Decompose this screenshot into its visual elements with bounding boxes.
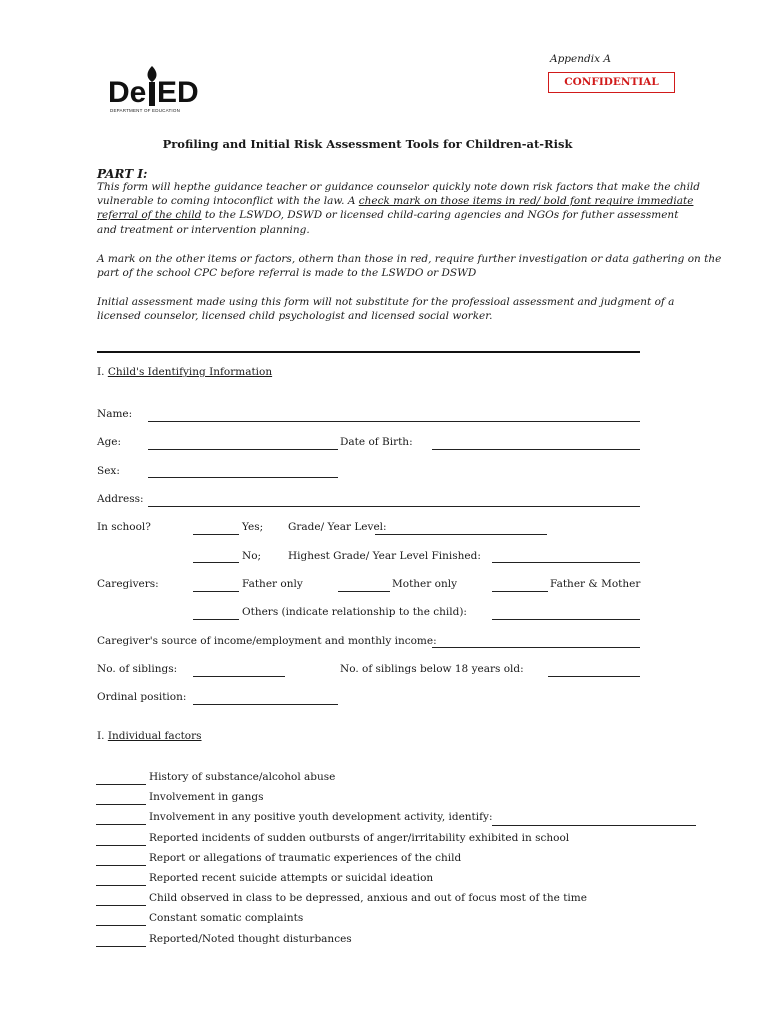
name-label: Name:: [97, 408, 133, 420]
mother-only-label: Mother only: [392, 578, 457, 590]
factor-label: Reported recent suicide attempts or suicidal ideation: [149, 872, 434, 884]
siblings-label: No. of siblings:: [97, 663, 178, 675]
sex-field[interactable]: [148, 477, 338, 478]
in-school-label: In school?: [97, 521, 151, 533]
logo-subtext: DEPARTMENT OF EDUCATION: [110, 108, 181, 113]
section2-title: Individual factors: [107, 730, 202, 742]
in-school-yes-check[interactable]: [193, 534, 239, 535]
youth-activity-field[interactable]: [492, 825, 696, 826]
factor-label: Reported incidents of sudden outbursts of anger/irritability exhibited in school: [149, 831, 570, 844]
father-mother-label: Father & Mother: [550, 578, 641, 590]
factor-label: Involvement in gangs: [149, 791, 264, 804]
section1-heading: [97, 366, 272, 378]
section1-prefix: I.: [97, 366, 108, 378]
factor-check[interactable]: [96, 804, 146, 805]
factor-label: History of substance/alcohol abuse: [149, 771, 336, 783]
factor-check[interactable]: [96, 885, 146, 886]
mother-only-check[interactable]: [338, 591, 390, 592]
siblings-below-field[interactable]: [548, 676, 640, 677]
siblings-field[interactable]: [193, 676, 285, 677]
factor-check[interactable]: [96, 925, 146, 926]
grade-level-label: Grade/ Year Level:: [288, 521, 387, 533]
address-label: Address:: [97, 493, 144, 505]
income-field[interactable]: [432, 647, 640, 648]
svg-text:ED: ED: [157, 76, 199, 109]
confidential-badge: CONFIDENTIAL: [548, 72, 675, 93]
appendix-label: Appendix A: [550, 53, 611, 65]
section1-title: Child's Identifying Information: [107, 366, 273, 378]
factor-check[interactable]: [96, 905, 146, 906]
address-field[interactable]: [148, 506, 640, 507]
svg-text:De: De: [108, 76, 147, 109]
ordinal-label: Ordinal position:: [97, 691, 187, 703]
grade-level-field[interactable]: [375, 534, 547, 535]
factor-check[interactable]: [96, 865, 146, 866]
factor-label: Involvement in any positive youth development activity, identify:: [149, 811, 493, 824]
sex-label: Sex:: [97, 465, 120, 477]
section2-heading: [97, 730, 202, 742]
intro-line-3: [97, 209, 678, 221]
father-only-check[interactable]: [193, 591, 239, 592]
others-field[interactable]: [492, 619, 640, 620]
section-divider: [97, 351, 640, 353]
yes-label: Yes;: [242, 521, 264, 533]
intro-line-2b: check mark on those items in red/ bold font require immediate: [358, 195, 694, 207]
factor-check[interactable]: [96, 824, 146, 825]
others-check[interactable]: [193, 619, 239, 620]
father-mother-check[interactable]: [492, 591, 548, 592]
note-line-2: part of the school CPC before referral is made to the LSWDO or DSWD: [97, 267, 477, 279]
factor-check[interactable]: [96, 946, 146, 947]
name-field[interactable]: [148, 421, 640, 422]
factor-check[interactable]: [96, 845, 146, 846]
ordinal-field[interactable]: [193, 704, 338, 705]
intro-line-3a: referral of the child: [97, 209, 202, 221]
part-heading: PART I:: [97, 167, 148, 181]
income-label: Caregiver's source of income/employment and monthly income:: [97, 635, 437, 647]
factor-label: Child observed in class to be depressed, anxious and out of focus most of the time: [149, 892, 587, 905]
section2-prefix: I.: [97, 730, 108, 742]
highest-grade-label: Highest Grade/ Year Level Finished:: [288, 550, 481, 562]
factor-label: Report or allegations of traumatic experiences of the child: [149, 851, 462, 864]
intro-line-1: This form will hepthe guidance teacher or guidance counselor quickly note down risk factors that make the child: [97, 181, 701, 193]
intro-line-2: [97, 195, 693, 207]
no-label: No;: [242, 550, 262, 562]
father-only-label: Father only: [242, 578, 303, 590]
siblings-below-label: No. of siblings below 18 years old:: [340, 663, 524, 675]
dob-field[interactable]: [432, 449, 640, 450]
in-school-no-check[interactable]: [193, 562, 239, 563]
age-label: Age:: [97, 436, 122, 448]
intro-line-2a: vulnerable to coming intoconflict with the law. A: [97, 195, 359, 207]
factor-label: Constant somatic complaints: [149, 912, 304, 925]
note-line-1: A mark on the other items or factors, othern than those in red, require further investigation or data gathering on the: [97, 253, 722, 265]
dob-label: Date of Birth:: [340, 436, 413, 448]
caregivers-label: Caregivers:: [97, 578, 159, 590]
intro-line-4: and treatment or intervention planning.: [97, 224, 310, 236]
highest-grade-field[interactable]: [492, 562, 640, 563]
factor-check[interactable]: [96, 784, 146, 785]
disclaimer-line-1: Initial assessment made using this form will not substitute for the professioal assessment and judgment of a: [97, 296, 675, 308]
age-field[interactable]: [148, 449, 338, 450]
intro-line-3b: to the LSWDO, DSWD or licensed child-caring agencies and NGOs for futher assessment: [201, 209, 679, 221]
page-title: Profiling and Initial Risk Assessment Tools for Children-at-Risk: [162, 137, 573, 151]
disclaimer-line-2: licensed counselor, licensed child psychologist and licensed social worker.: [97, 310, 493, 322]
factor-label: Reported/Noted thought disturbances: [149, 932, 352, 945]
others-label: Others (indicate relationship to the child):: [242, 606, 467, 618]
